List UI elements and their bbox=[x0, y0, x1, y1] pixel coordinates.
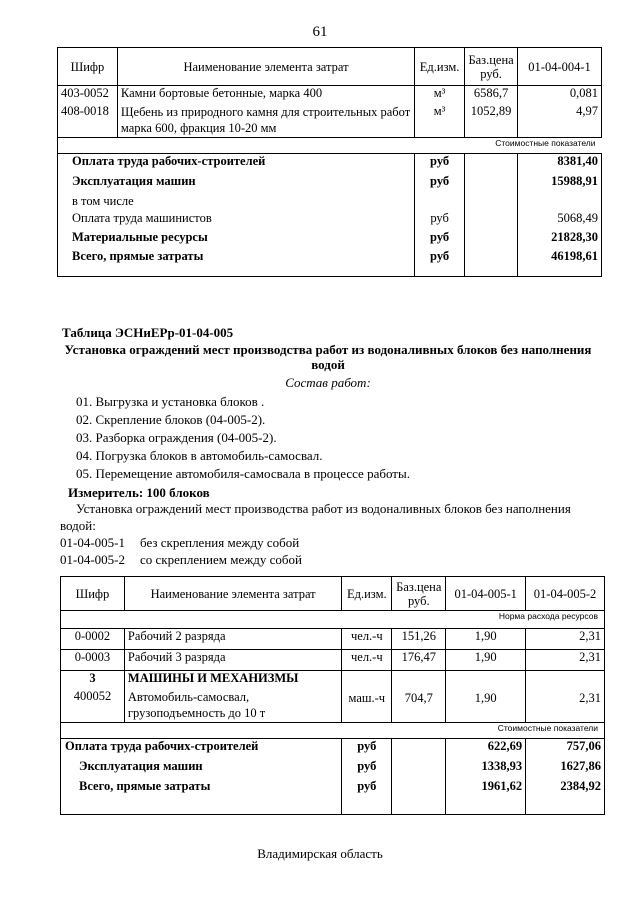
summary-name: в том числе bbox=[58, 194, 415, 211]
summary-row bbox=[58, 230, 602, 249]
summary-value-1: 622,69 bbox=[446, 739, 526, 759]
row-name: Автомобиль-самосвал, грузоподъемность до 10 т bbox=[124, 689, 341, 723]
header-price: Баз.цена руб. bbox=[392, 577, 446, 611]
group-name: МАШИНЫ И МЕХАНИЗМЫ bbox=[124, 671, 341, 689]
row-unit: м³ bbox=[415, 104, 465, 138]
norm-label: Норма расхода ресурсов bbox=[446, 611, 605, 629]
summary-unit: руб bbox=[342, 739, 392, 759]
row-price: 704,7 bbox=[392, 689, 446, 723]
summary-row bbox=[61, 779, 605, 815]
summary-unit: руб bbox=[415, 211, 465, 230]
header-code: Шифр bbox=[58, 48, 118, 86]
table-row bbox=[61, 650, 605, 671]
row-value: 4,97 bbox=[518, 104, 602, 138]
section-label: Стоимостные показатели bbox=[446, 723, 605, 739]
footer-region: Владимирская область bbox=[257, 846, 383, 861]
row-code: 0-0003 bbox=[61, 650, 125, 671]
summary-value: 5068,49 bbox=[518, 211, 602, 230]
summary-value: 8381,40 bbox=[518, 154, 602, 174]
resource-table-01-04-005 bbox=[60, 576, 605, 815]
summary-value: 21828,30 bbox=[518, 230, 602, 249]
table-row bbox=[58, 86, 602, 104]
summary-unit: руб bbox=[415, 249, 465, 277]
summary-row bbox=[58, 211, 602, 230]
row-value-1: 1,90 bbox=[446, 689, 526, 723]
row-value-2: 2,31 bbox=[526, 629, 605, 650]
row-code: 403-0052 bbox=[58, 86, 118, 104]
header-unit: Ед.изм. bbox=[342, 577, 392, 611]
work-item: 02. Скрепление блоков (04-005-2). bbox=[76, 412, 266, 427]
row-unit: чел.-ч bbox=[342, 629, 392, 650]
summary-name: Оплата труда машинистов bbox=[58, 211, 415, 230]
summary-name: Эксплуатация машин bbox=[61, 759, 342, 779]
page-number: 61 bbox=[312, 24, 328, 40]
header-code-col1: 01-04-005-1 bbox=[446, 577, 526, 611]
variant-code: 01-04-005-2 bbox=[60, 552, 125, 567]
row-price: 151,26 bbox=[392, 629, 446, 650]
summary-unit: руб bbox=[342, 759, 392, 779]
row-unit: м³ bbox=[415, 86, 465, 104]
summary-row bbox=[61, 739, 605, 759]
summary-unit: руб bbox=[415, 174, 465, 194]
row-value-1: 1,90 bbox=[446, 629, 526, 650]
summary-unit: руб bbox=[415, 230, 465, 249]
header-price: Баз.цена руб. bbox=[465, 48, 518, 86]
summary-name: Эксплуатация машин bbox=[58, 174, 415, 194]
summary-value-2: 2384,92 bbox=[526, 779, 605, 815]
description: Установка ограждений мест производства работ из водоналивных блоков без наполнения водой: bbox=[60, 501, 571, 533]
summary-value-1: 1338,93 bbox=[446, 759, 526, 779]
row-value: 0,081 bbox=[518, 86, 602, 104]
variant-text: со скреплением между собой bbox=[140, 552, 302, 567]
summary-value-2: 757,06 bbox=[526, 739, 605, 759]
table-title: Таблица ЭСНиЕРр-01-04-005 bbox=[62, 325, 234, 340]
summary-name: Оплата труда рабочих-строителей bbox=[58, 154, 415, 174]
group-code: 3 bbox=[61, 671, 125, 689]
summary-unit: руб bbox=[342, 779, 392, 815]
summary-row bbox=[58, 194, 602, 211]
table-row bbox=[58, 104, 602, 138]
row-name: Камни бортовые бетонные, марка 400 bbox=[117, 86, 414, 104]
summary-unit bbox=[415, 194, 465, 211]
header-code: Шифр bbox=[61, 577, 125, 611]
summary-value: 15988,91 bbox=[518, 174, 602, 194]
resource-table-01-04-004 bbox=[57, 47, 602, 277]
work-item: 04. Погрузка блоков в автомобиль-самосвал. bbox=[76, 448, 323, 463]
summary-unit: руб bbox=[415, 154, 465, 174]
summary-value bbox=[518, 194, 602, 211]
row-price: 6586,7 bbox=[465, 86, 518, 104]
summary-row bbox=[58, 174, 602, 194]
row-price: 1052,89 bbox=[465, 104, 518, 138]
work-item: 03. Разборка ограждения (04-005-2). bbox=[76, 430, 277, 445]
row-code: 400052 bbox=[61, 689, 125, 723]
row-value-2: 2,31 bbox=[526, 689, 605, 723]
summary-row bbox=[58, 154, 602, 174]
variant-text: без скрепления между собой bbox=[140, 535, 300, 550]
summary-name: Всего, прямые затраты bbox=[58, 249, 415, 277]
section-label: Стоимостные показатели bbox=[415, 138, 602, 154]
work-item: 05. Перемещение автомобиля-самосвала в процессе работы. bbox=[76, 466, 410, 481]
summary-value: 46198,61 bbox=[518, 249, 602, 277]
row-name: Рабочий 3 разряда bbox=[124, 650, 341, 671]
row-unit: маш.-ч bbox=[342, 689, 392, 723]
section-heading: Установка ограждений мест производства работ из водоналивных блоков без наполнения водой bbox=[64, 342, 592, 372]
row-value-2: 2,31 bbox=[526, 650, 605, 671]
table-row bbox=[61, 629, 605, 650]
row-code: 0-0002 bbox=[61, 629, 125, 650]
row-unit: чел.-ч bbox=[342, 650, 392, 671]
summary-name: Всего, прямые затраты bbox=[61, 779, 342, 815]
summary-row bbox=[58, 249, 602, 277]
summary-value-1: 1961,62 bbox=[446, 779, 526, 815]
summary-name: Материальные ресурсы bbox=[58, 230, 415, 249]
header-code-col2: 01-04-005-2 bbox=[526, 577, 605, 611]
row-code: 408-0018 bbox=[58, 104, 118, 138]
work-item: 01. Выгрузка и установка блоков . bbox=[76, 394, 265, 409]
variant-code: 01-04-005-1 bbox=[60, 535, 125, 550]
summary-row bbox=[61, 759, 605, 779]
header-name: Наименование элемента затрат bbox=[117, 48, 414, 86]
row-price: 176,47 bbox=[392, 650, 446, 671]
meter-label: Измеритель: 100 блоков bbox=[68, 485, 210, 500]
table-row bbox=[61, 689, 605, 723]
row-value-1: 1,90 bbox=[446, 650, 526, 671]
header-unit: Ед.изм. bbox=[415, 48, 465, 86]
summary-value-2: 1627,86 bbox=[526, 759, 605, 779]
row-name: Рабочий 2 разряда bbox=[124, 629, 341, 650]
row-name: Щебень из природного камня для строительных работ марка 600, фракция 10-20 мм bbox=[117, 104, 414, 138]
work-composition-title: Состав работ: bbox=[285, 375, 371, 390]
header-code-col: 01-04-004-1 bbox=[518, 48, 602, 86]
header-name: Наименование элемента затрат bbox=[124, 577, 341, 611]
group-row bbox=[61, 671, 605, 689]
summary-name: Оплата труда рабочих-строителей bbox=[61, 739, 342, 759]
